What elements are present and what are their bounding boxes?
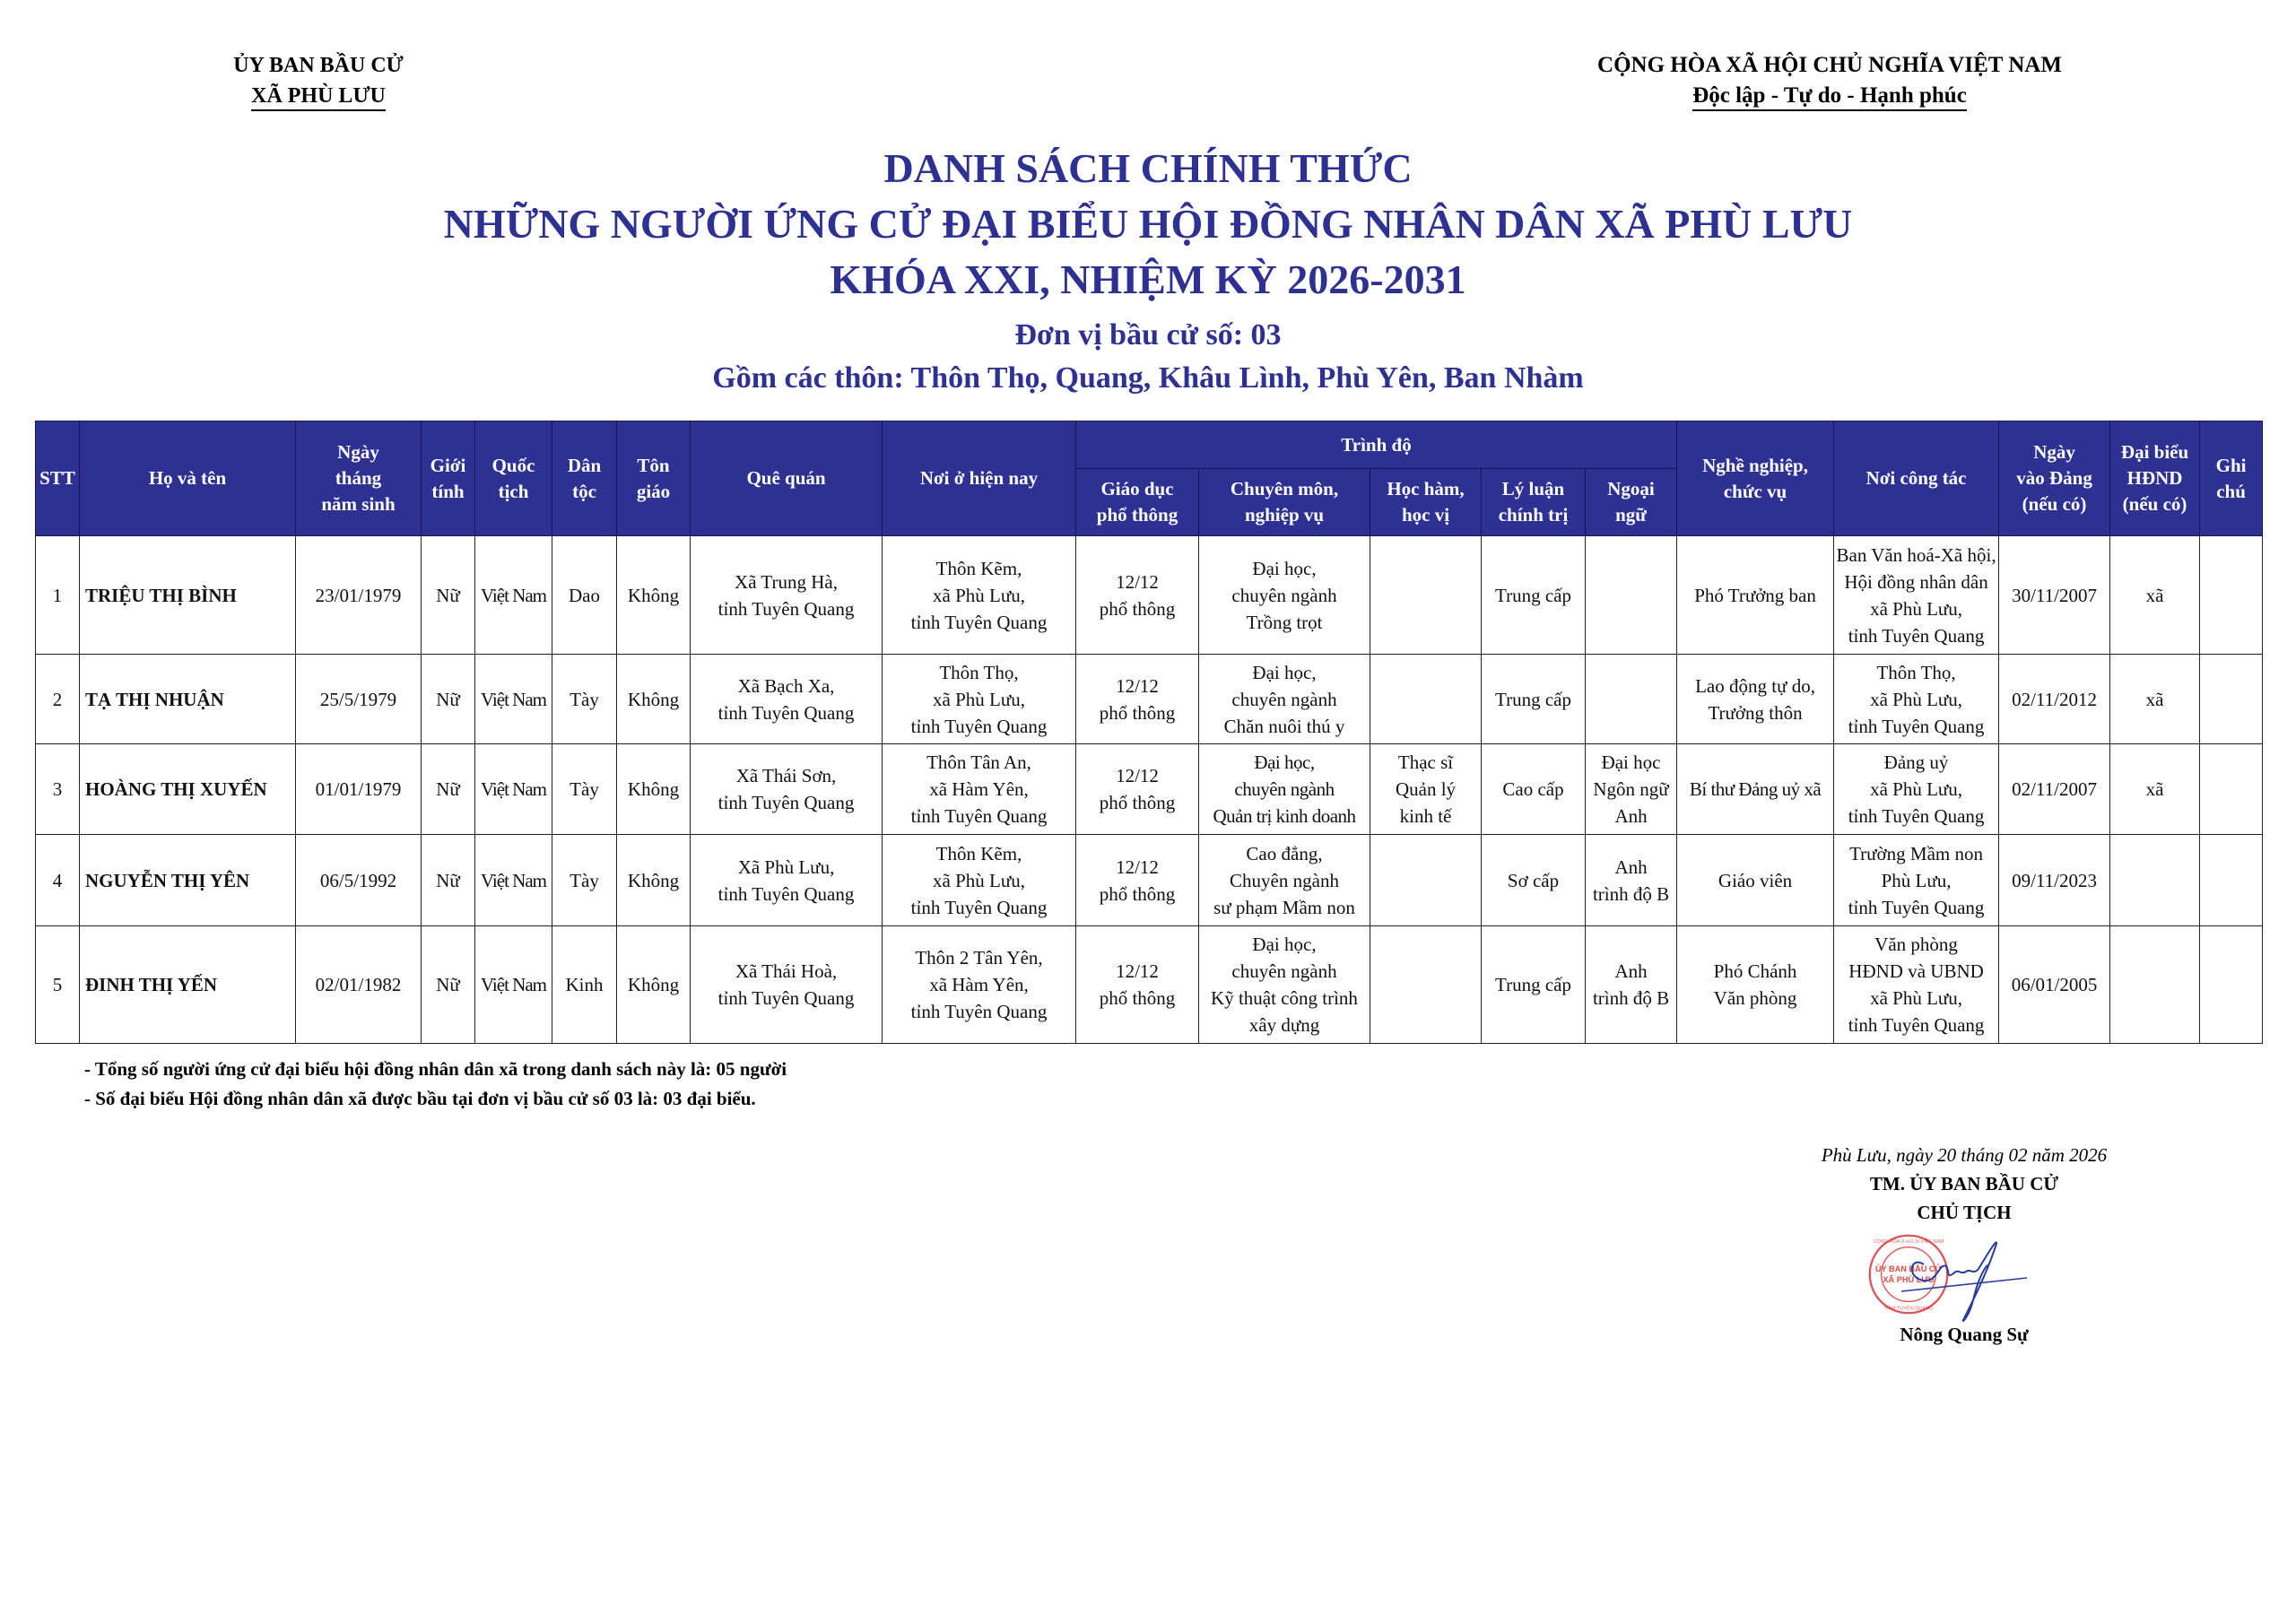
col-occupation: Nghề nghiệp, chức vụ [1677, 421, 1834, 536]
cell-name: NGUYỄN THỊ YÊN [80, 835, 296, 926]
cell-gender: Nữ [422, 926, 475, 1044]
col-dob: Ngày tháng năm sinh [296, 421, 422, 536]
authority-line-1: ỦY BAN BẦU CỬ [233, 54, 404, 77]
cell-religion: Không [617, 835, 691, 926]
cell-general-edu: 12/12 phổ thông [1076, 744, 1199, 835]
cell-religion: Không [617, 536, 691, 655]
cell-hometown: Xã Bạch Xa, tỉnh Tuyên Quang [691, 655, 883, 744]
cell-gender: Nữ [422, 655, 475, 744]
cell-specialty: Cao đẳng, Chuyên ngành sư phạm Mầm non [1199, 835, 1370, 926]
col-gender: Giới tính [422, 421, 475, 536]
cell-religion: Không [617, 744, 691, 835]
cell-stt: 2 [36, 655, 80, 744]
cell-delegate: xã [2110, 536, 2200, 655]
col-language: Ngoại ngữ [1586, 469, 1677, 536]
authority-line-2: XÃ PHÙ LƯU [251, 83, 386, 111]
cell-gender: Nữ [422, 835, 475, 926]
cell-delegate: xã [2110, 655, 2200, 744]
cell-gender: Nữ [422, 744, 475, 835]
cell-name: TẠ THỊ NHUẬN [80, 655, 296, 744]
note-delegates-elected: - Số đại biểu Hội đồng nhân dân xã được bầu tại đơn vị bầu cử số 03 là: 03 đại biểu. [84, 1088, 756, 1109]
cell-religion: Không [617, 655, 691, 744]
cell-dob: 25/5/1979 [296, 655, 422, 744]
cell-delegate [2110, 926, 2200, 1044]
cell-occupation: Lao động tự do, Trưởng thôn [1677, 655, 1834, 744]
national-name: CỘNG HÒA XÃ HỘI CHỦ NGHĨA VIỆT NAM [1597, 53, 2062, 77]
cell-workplace: Văn phòng HĐND và UBND xã Phù Lưu, tỉnh Tuyên Quang [1834, 926, 1999, 1044]
cell-dob: 02/01/1982 [296, 926, 422, 1044]
cell-hometown: Xã Trung Hà, tỉnh Tuyên Quang [691, 536, 883, 655]
issuing-authority [179, 50, 457, 111]
cell-general-edu: 12/12 phổ thông [1076, 835, 1199, 926]
cell-residence: Thôn Kẽm, xã Phù Lưu, tỉnh Tuyên Quang [883, 536, 1076, 655]
summary-notes [84, 1055, 787, 1114]
table-row [36, 835, 2263, 926]
cell-workplace: Đảng uỷ xã Phù Lưu, tỉnh Tuyên Quang [1834, 744, 1999, 835]
cell-workplace: Thôn Thọ, xã Phù Lưu, tỉnh Tuyên Quang [1834, 655, 1999, 744]
cell-party-date: 06/01/2005 [1999, 926, 2110, 1044]
col-name: Họ và tên [80, 421, 296, 536]
cell-nationality: Việt Nam [475, 536, 552, 655]
cell-name: ĐINH THỊ YẾN [80, 926, 296, 1044]
cell-language: Anh trình độ B [1586, 926, 1677, 1044]
cell-note [2200, 744, 2263, 835]
handwritten-signature-icon [1883, 1229, 2036, 1327]
cell-political: Sơ cấp [1482, 835, 1586, 926]
cell-delegate: xã [2110, 744, 2200, 835]
cell-workplace: Trường Mầm non Phù Lưu, tỉnh Tuyên Quang [1834, 835, 1999, 926]
cell-specialty: Đại học, chuyên ngành Trồng trọt [1199, 536, 1370, 655]
cell-name: HOÀNG THỊ XUYẾN [80, 744, 296, 835]
cell-language: Đại học Ngôn ngữ Anh [1586, 744, 1677, 835]
cell-residence: Thôn Kẽm, xã Phù Lưu, tỉnh Tuyên Quang [883, 835, 1076, 926]
col-general-edu: Giáo dục phổ thông [1076, 469, 1199, 536]
table-row [36, 744, 2263, 835]
col-degree: Học hàm, học vị [1370, 469, 1482, 536]
cell-nationality: Việt Nam [475, 655, 552, 744]
svg-text:CỘNG HÒA X.H.C.N VIỆT NAM: CỘNG HÒA X.H.C.N VIỆT NAM [1873, 1239, 1944, 1246]
cell-specialty: Đại học, chuyên ngành Kỹ thuật công trình xây dựng [1199, 926, 1370, 1044]
signer-name: Nông Quang Sự [1900, 1324, 2029, 1345]
cell-religion: Không [617, 926, 691, 1044]
cell-occupation: Phó Chánh Văn phòng [1677, 926, 1834, 1044]
cell-ethnicity: Dao [552, 536, 617, 655]
cell-dob: 01/01/1979 [296, 744, 422, 835]
cell-nationality: Việt Nam [475, 744, 552, 835]
cell-note [2200, 536, 2263, 655]
cell-dob: 06/5/1992 [296, 835, 422, 926]
cell-degree [1370, 655, 1482, 744]
col-party-date: Ngày vào Đảng (nếu có) [1999, 421, 2110, 536]
cell-party-date: 02/11/2007 [1999, 744, 2110, 835]
cell-degree [1370, 536, 1482, 655]
cell-ethnicity: Tày [552, 655, 617, 744]
svg-text:TỈNH TUYÊN QUANG: TỈNH TUYÊN QUANG [1883, 1306, 1934, 1312]
cell-occupation: Giáo viên [1677, 835, 1834, 926]
cell-stt: 3 [36, 744, 80, 835]
cell-party-date: 02/11/2012 [1999, 655, 2110, 744]
on-behalf-of: TM. ỦY BAN BẦU CỬ [1869, 1173, 2059, 1194]
svg-text:ỦY BAN BẦU CỬ: ỦY BAN BẦU CỬ [1874, 1264, 1943, 1274]
cell-hometown: Xã Phù Lưu, tỉnh Tuyên Quang [691, 835, 883, 926]
cell-occupation: Bí thư Đảng uỷ xã [1677, 744, 1834, 835]
cell-degree [1370, 835, 1482, 926]
cell-stt: 4 [36, 835, 80, 926]
cell-political: Trung cấp [1482, 536, 1586, 655]
col-ethnicity: Dân tộc [552, 421, 617, 536]
cell-general-edu: 12/12 phổ thông [1076, 655, 1199, 744]
cell-language [1586, 655, 1677, 744]
col-nationality: Quốc tịch [475, 421, 552, 536]
cell-delegate [2110, 835, 2200, 926]
cell-party-date: 09/11/2023 [1999, 835, 2110, 926]
cell-stt: 5 [36, 926, 80, 1044]
cell-gender: Nữ [422, 536, 475, 655]
table-row [36, 926, 2263, 1044]
cell-ethnicity: Kinh [552, 926, 617, 1044]
col-delegate: Đại biểu HĐND (nếu có) [2110, 421, 2200, 536]
cell-general-edu: 12/12 phổ thông [1076, 926, 1199, 1044]
col-note: Ghi chú [2200, 421, 2263, 536]
cell-ethnicity: Tày [552, 835, 617, 926]
cell-political: Trung cấp [1482, 655, 1586, 744]
cell-specialty: Đại học, chuyên ngành Chăn nuôi thú y [1199, 655, 1370, 744]
cell-nationality: Việt Nam [475, 926, 552, 1044]
electoral-unit: Đơn vị bầu cử số: 03 [1014, 318, 1282, 352]
cell-stt: 1 [36, 536, 80, 655]
cell-residence: Thôn Thọ, xã Phù Lưu, tỉnh Tuyên Quang [883, 655, 1076, 744]
national-heading [1525, 50, 2135, 111]
document-title: DANH SÁCH CHÍNH THỨC [883, 145, 1413, 191]
cell-dob: 23/01/1979 [296, 536, 422, 655]
cell-language [1586, 536, 1677, 655]
col-stt: STT [36, 421, 80, 536]
cell-note [2200, 655, 2263, 744]
place-and-date: Phù Lưu, ngày 20 tháng 02 năm 2026 [1821, 1144, 2108, 1166]
cell-hometown: Xã Thái Hoà, tỉnh Tuyên Quang [691, 926, 883, 1044]
term-title: KHÓA XXI, NHIỆM KỲ 2026-2031 [830, 256, 1466, 302]
cell-residence: Thôn 2 Tân Yên, xã Hàm Yên, tỉnh Tuyên Quang [883, 926, 1076, 1044]
signer-position: CHỦ TỊCH [1917, 1202, 2012, 1223]
cell-note [2200, 926, 2263, 1044]
table-row [36, 536, 2263, 655]
document-subtitle: NHỮNG NGƯỜI ỨNG CỬ ĐẠI BIỂU HỘI ĐỒNG NHÂN DÂN XÃ PHÙ LƯU [443, 201, 1853, 247]
cell-workplace: Ban Văn hoá-Xã hội, Hội đồng nhân dân xã Phù Lưu, tỉnh Tuyên Quang [1834, 536, 1999, 655]
candidates-table [35, 421, 2263, 1044]
cell-ethnicity: Tày [552, 744, 617, 835]
col-specialty: Chuyên môn, nghiệp vụ [1199, 469, 1370, 536]
cell-political: Cao cấp [1482, 744, 1586, 835]
col-political: Lý luận chính trị [1482, 469, 1586, 536]
col-religion: Tôn giáo [617, 421, 691, 536]
col-hometown: Quê quán [691, 421, 883, 536]
col-residence: Nơi ở hiện nay [883, 421, 1076, 536]
cell-political: Trung cấp [1482, 926, 1586, 1044]
cell-language: Anh trình độ B [1586, 835, 1677, 926]
cell-occupation: Phó Trưởng ban [1677, 536, 1834, 655]
table-row [36, 655, 2263, 744]
table-header-row [36, 421, 2263, 469]
cell-hometown: Xã Thái Sơn, tỉnh Tuyên Quang [691, 744, 883, 835]
national-motto: Độc lập - Tự do - Hạnh phúc [1692, 83, 1967, 111]
cell-specialty: Đại học, chuyên ngành Quản trị kinh doanh [1199, 744, 1370, 835]
villages-list: Gồm các thôn: Thôn Thọ, Quang, Khâu Lình, Phù Yên, Ban Nhàm [712, 361, 1584, 395]
svg-text:XÃ PHÙ LƯU: XÃ PHÙ LƯU [1883, 1275, 1935, 1285]
cell-degree: Thạc sĩ Quản lý kinh tế [1370, 744, 1482, 835]
cell-name: TRIỆU THỊ BÌNH [80, 536, 296, 655]
cell-general-edu: 12/12 phổ thông [1076, 536, 1199, 655]
cell-party-date: 30/11/2007 [1999, 536, 2110, 655]
cell-degree [1370, 926, 1482, 1044]
cell-residence: Thôn Tân An, xã Hàm Yên, tỉnh Tuyên Quang [883, 744, 1076, 835]
col-workplace: Nơi công tác [1834, 421, 1999, 536]
col-group-education: Trình độ [1076, 421, 1677, 469]
cell-nationality: Việt Nam [475, 835, 552, 926]
note-total-candidates: - Tổng số người ứng cử đại biểu hội đồng nhân dân xã trong danh sách này là: 05 người [84, 1058, 787, 1080]
cell-note [2200, 835, 2263, 926]
